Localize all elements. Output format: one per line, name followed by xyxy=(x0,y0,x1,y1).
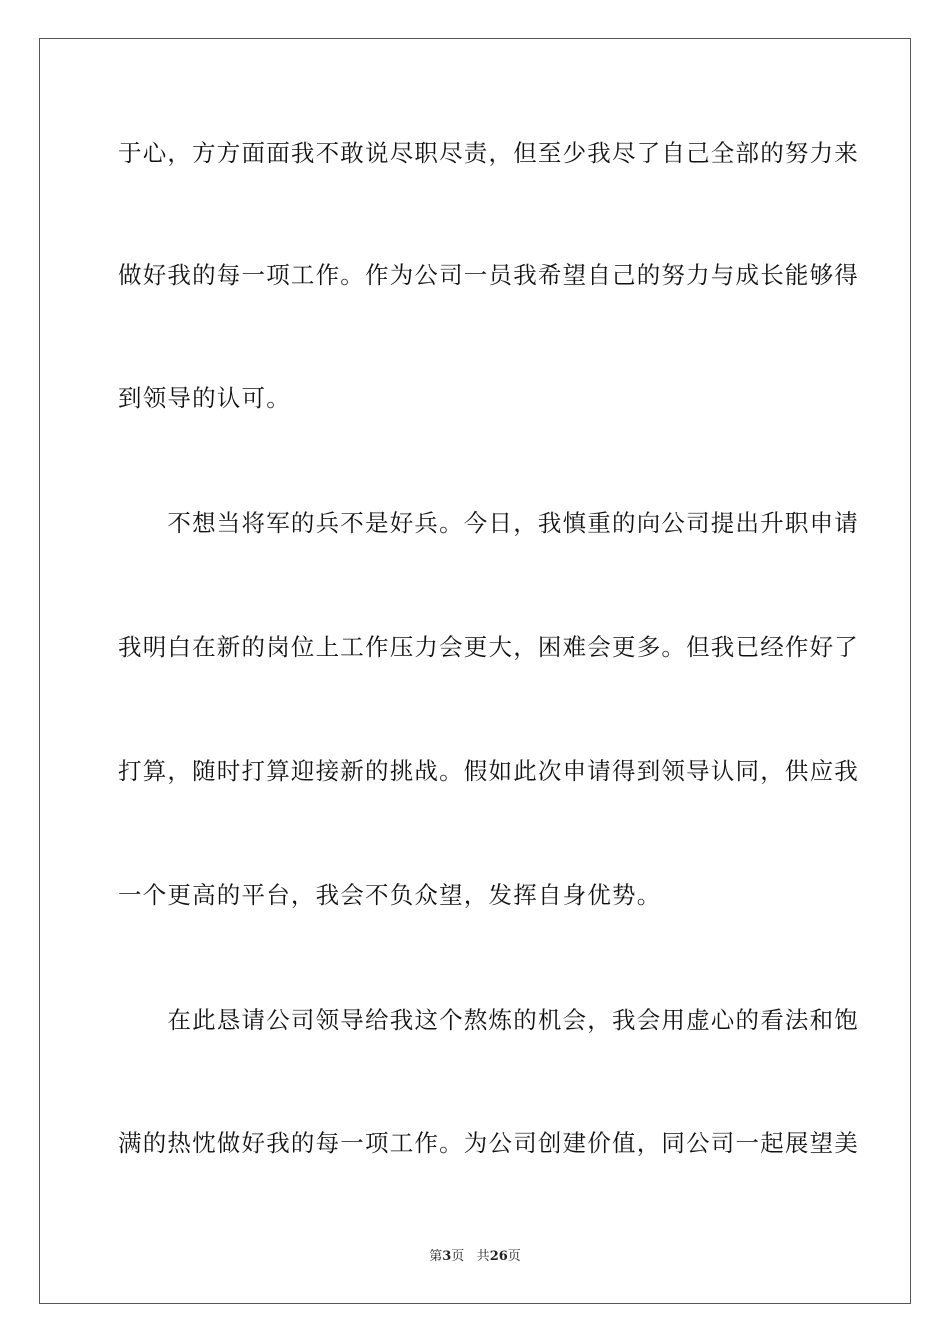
total-pages-number: 26 xyxy=(489,1249,508,1264)
text-line-6: 打算，随时打算迎接新的挑战。假如此次申请得到领导认同，供应我 xyxy=(118,757,859,785)
page-border xyxy=(39,38,911,1304)
footer-prefix: 第 xyxy=(429,1249,443,1264)
text-line-9: 满的热忱做好我的每一项工作。为公司创建价值，同公司一起展望美 xyxy=(118,1129,859,1157)
text-line-2: 做好我的每一项工作。作为公司一员我希望自己的努力与成长能够得 xyxy=(118,261,859,289)
page-footer xyxy=(0,1248,950,1266)
text-line-7: 一个更高的平台，我会不负众望，发挥自身优势。 xyxy=(118,881,662,909)
current-page-number: 3 xyxy=(442,1249,452,1264)
footer-page-suffix: 页 xyxy=(451,1249,465,1264)
text-line-4: 不想当将军的兵不是好兵。今日，我慎重的向公司提出升职申请 xyxy=(118,509,859,537)
text-line-8: 在此恳请公司领导给我这个熬炼的机会，我会用虚心的看法和饱 xyxy=(118,1006,859,1034)
text-line-5: 我明白在新的岗位上工作压力会更大，困难会更多。但我已经作好了 xyxy=(118,633,859,661)
text-line-1: 于心，方方面面我不敢说尽职尽责，但至少我尽了自己全部的努力来 xyxy=(118,139,859,167)
footer-total-suffix: 页 xyxy=(507,1249,521,1264)
text-line-3: 到领导的认可。 xyxy=(118,384,291,412)
footer-total-prefix: 共 xyxy=(476,1249,490,1264)
